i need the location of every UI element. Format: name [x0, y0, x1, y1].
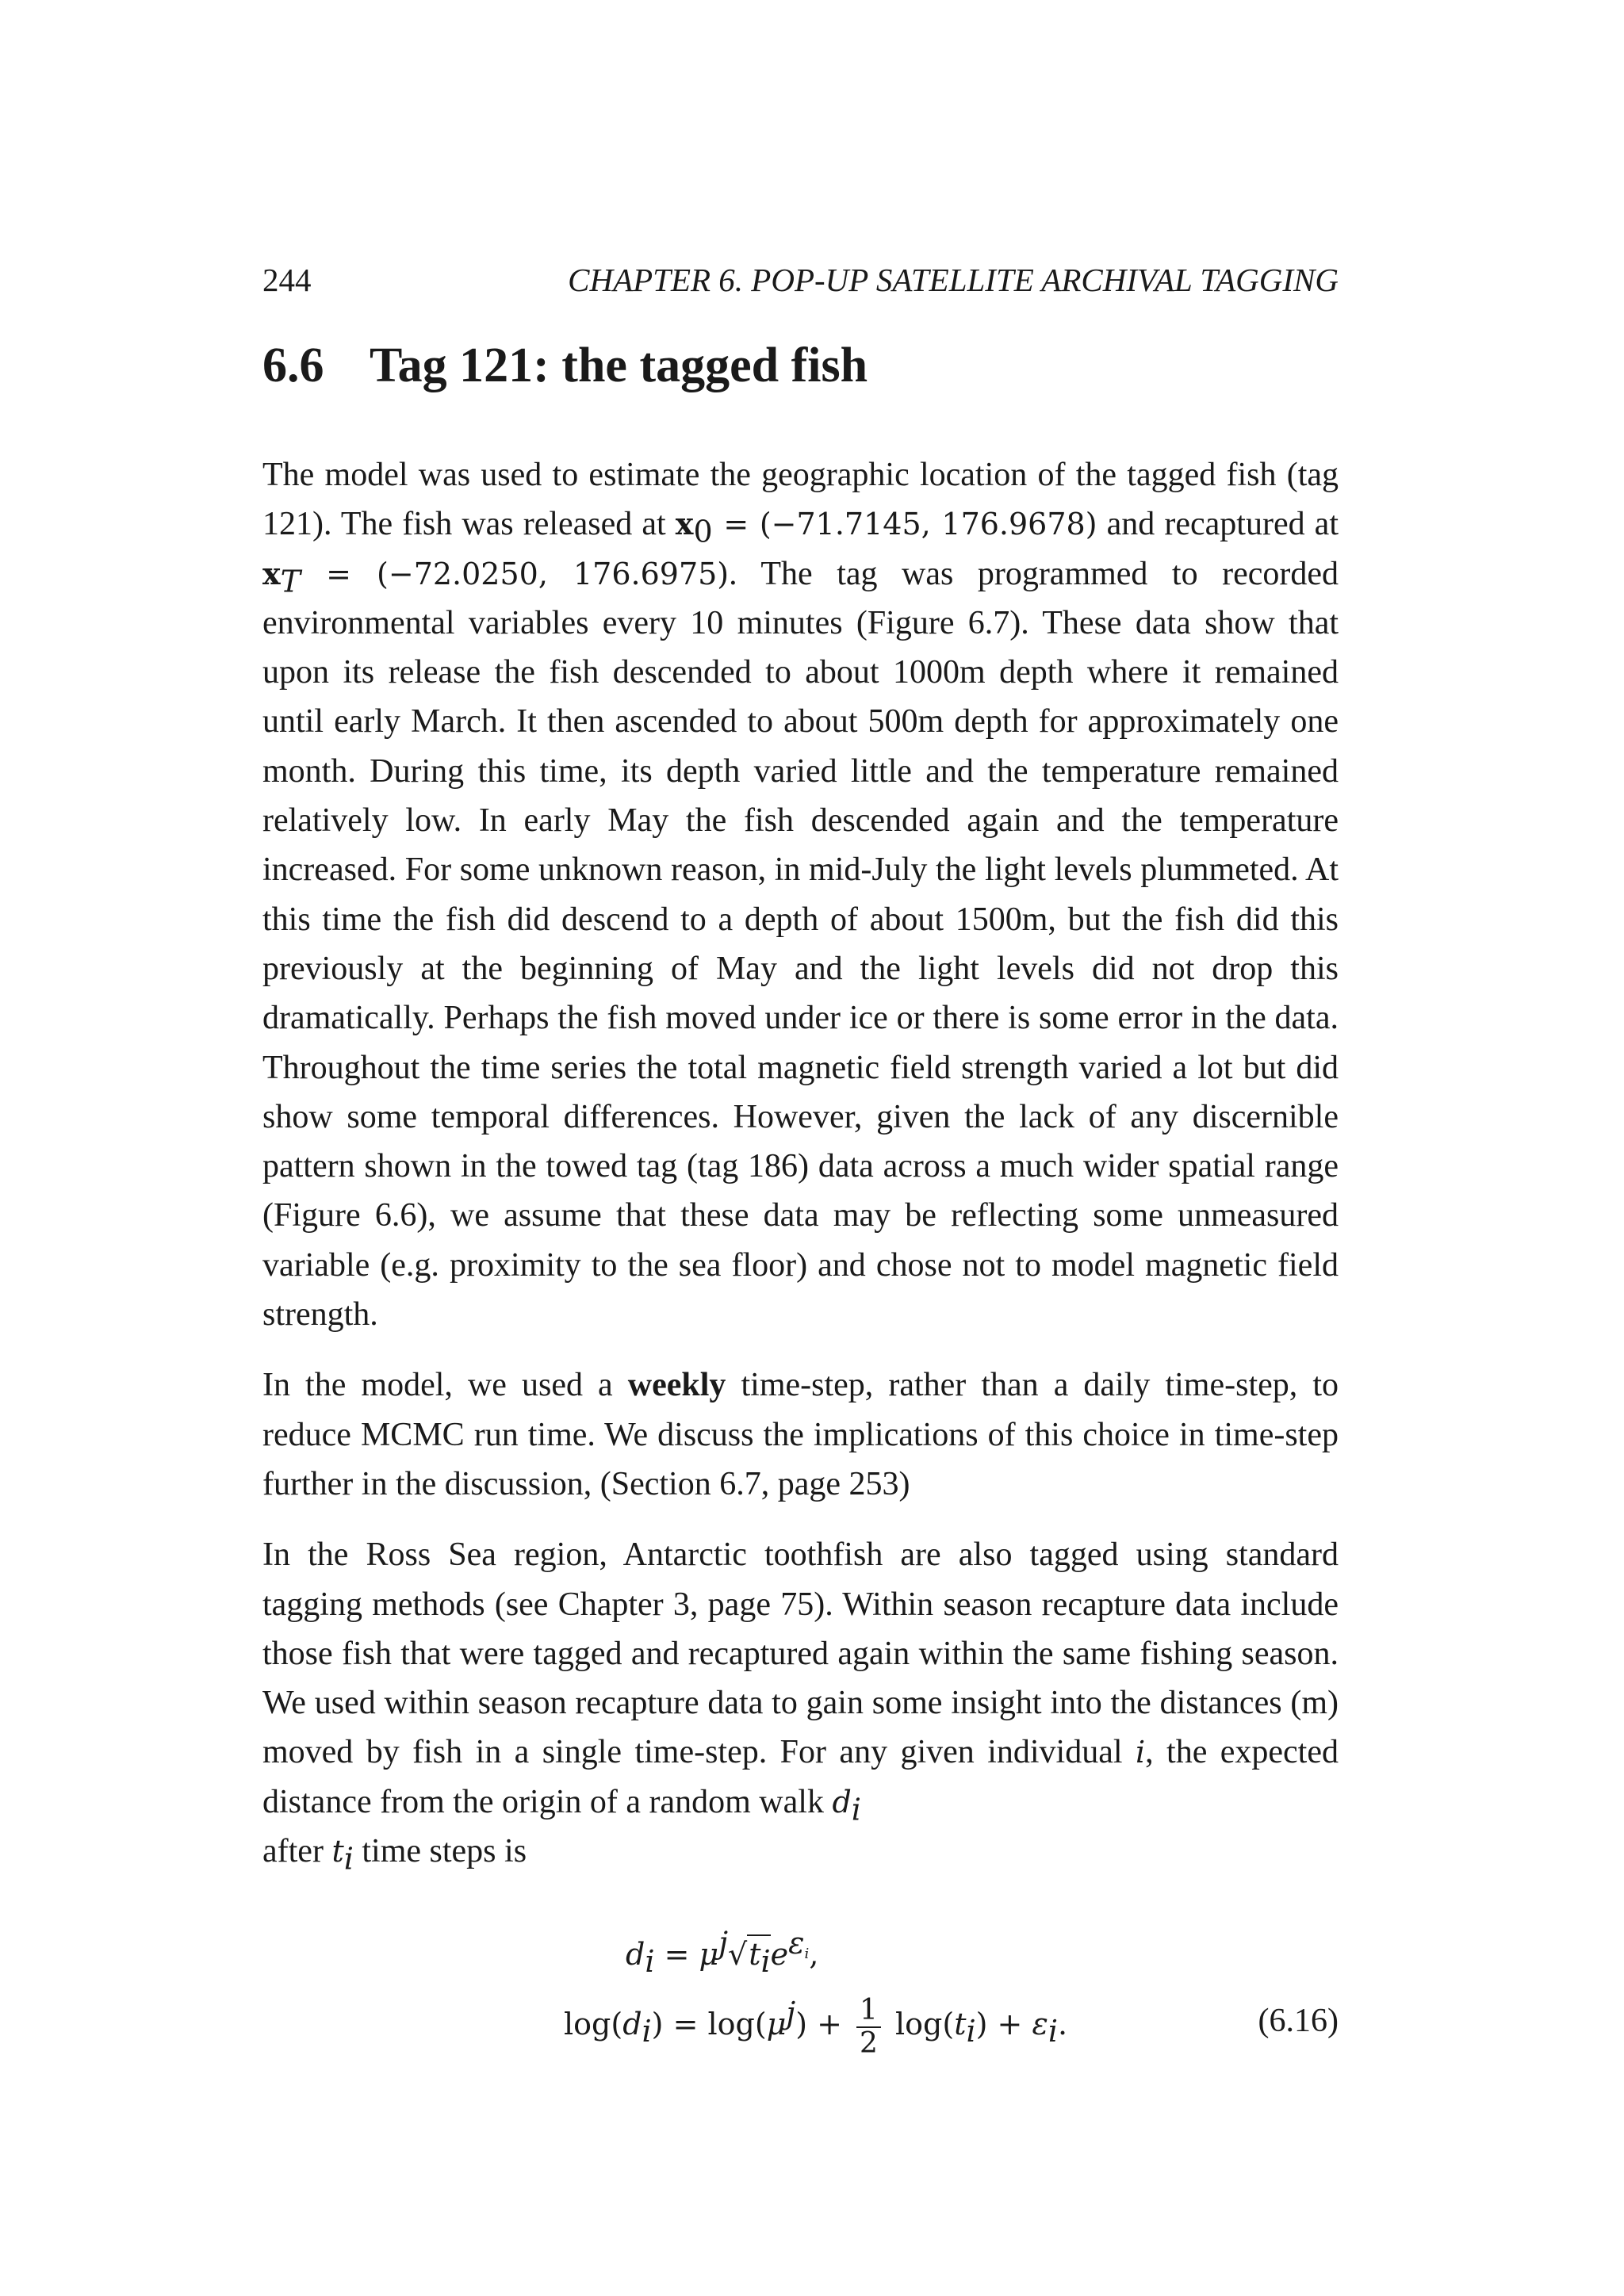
- paragraph-3: [262, 1530, 1339, 1876]
- math-text: ) +: [975, 2007, 1032, 2042]
- page-number: 244: [262, 262, 312, 298]
- math-subscript: i: [804, 1945, 810, 1962]
- text-run: after: [262, 1833, 332, 1870]
- equation-number: (6.16): [1258, 2003, 1339, 2039]
- comma: ,: [809, 1937, 819, 1972]
- equation-line-1: [626, 1925, 819, 1980]
- period: .: [1058, 2007, 1068, 2042]
- math-text: ) +: [795, 2007, 852, 2042]
- fraction-numerator: 1: [856, 1995, 881, 2028]
- text-run: . The tag was programmed to recorded environmental variables every 10 minutes (Figure 6.7). These data show that upon its release the fish descended to about 1000m depth where it remained until early March. It then ascended to about 500m depth for approximately one month. During this time, its depth varied little and the temperature remained relatively low. In early May the fish descended again and the temperature increased. For some unknown reason, in mid-July the light levels plummeted. At this time the fish did descend to a depth of about 1500m, but the fish did this previously at the beginning of May and the light levels did not drop this dramatically. Perhaps the fish moved under ice or there is some error in the data. Throughout the time series the total magnetic field strength varied a lot but did show some temporal differences. However, given the lack of any discernible pattern shown in the towed tag (tag 186) data across a much wider spatial range (Figure 6.6), we assume that these data may be reflecting some unmeasured variable (e.g. proximity to the sea floor) and chose not to model magnetic field strength.: [262, 555, 1339, 1334]
- paragraph-1: [262, 450, 1339, 1339]
- bold-term: weekly: [627, 1367, 726, 1404]
- text-run: In the model, we used a: [262, 1367, 628, 1404]
- section-number: 6.6: [262, 339, 324, 392]
- math-d: d: [832, 1784, 852, 1820]
- math-i: i: [1135, 1735, 1146, 1770]
- sqrt-symbol: √: [727, 1937, 748, 1972]
- section-heading: [262, 335, 1339, 396]
- math-mu: μ: [699, 1937, 719, 1972]
- math-e: e: [770, 1937, 789, 1972]
- math-subscript: i: [645, 1944, 655, 1979]
- math-subscript: i: [642, 2014, 652, 2049]
- math-d: d: [626, 1937, 645, 1972]
- math-t: t: [331, 1834, 344, 1869]
- math-xT: x: [262, 555, 281, 591]
- text-run: time steps is: [353, 1833, 527, 1870]
- equals-sign: =: [654, 1937, 699, 1972]
- equation-block: [262, 1925, 1339, 2087]
- math-log: log(: [564, 2007, 623, 2042]
- section-title: Tag 121: the tagged fish: [370, 339, 868, 392]
- math-subscript: i: [1048, 2014, 1059, 2049]
- math-superscript: j: [718, 1925, 728, 1961]
- fraction-denominator: 2: [860, 2027, 878, 2060]
- recapture-coordinates: = (−72.0250, 176.6975): [301, 556, 730, 591]
- equation-line-2: [564, 1995, 1067, 2060]
- body-text: [262, 450, 1339, 1897]
- math-subscript: i: [760, 1944, 771, 1979]
- running-header: [262, 260, 1339, 300]
- math-mu: μ: [766, 2007, 787, 2042]
- release-coordinates: = (−71.7145, 176.9678): [712, 507, 1097, 542]
- text-run: and recaptured at: [1097, 506, 1339, 543]
- paragraph-2: [262, 1360, 1339, 1509]
- math-epsilon: ε: [788, 1925, 805, 1961]
- math-superscript: j: [786, 1995, 796, 2030]
- math-epsilon: ε: [1032, 2007, 1048, 2042]
- math-d: d: [622, 2007, 642, 2042]
- fraction-one-half: [856, 1995, 881, 2060]
- math-subscript: T: [280, 563, 301, 599]
- math-subscript: i: [851, 1792, 861, 1827]
- text-run: , the expected distance from the origin of a random walk: [262, 1734, 1339, 1820]
- math-subscript: i: [966, 2014, 976, 2049]
- math-subscript: 0: [693, 514, 713, 549]
- math-t: t: [954, 2007, 967, 2042]
- text-run: time-step, rather than a daily time-step, to reduce MCMC run time. We discuss the implications of this choice in time-step further in the discussion, (Section 6.7, page 253): [262, 1367, 1339, 1502]
- text-run: In the Ross Sea region, Antarctic toothfish are also tagged using standard tagging methods (see Chapter 3, page 75). Within season recapture data include those fish that were tagged and recaptured again within the same fishing season. We used within season recapture data to gain some insight into the distances (m) moved by fish in a single time-step. For any given individual: [262, 1536, 1339, 1771]
- chapter-title: CHAPTER 6. POP-UP SATELLITE ARCHIVAL TAGGING: [568, 262, 1339, 298]
- text-run: The model was used to estimate the geographic location of the tagged fish (tag 121). The fish was released at: [262, 457, 1339, 543]
- math-t: t: [749, 1937, 761, 1972]
- math-text: ) = log(: [651, 2007, 767, 2042]
- sqrt-radicand: [747, 1934, 771, 1979]
- math-subscript: i: [343, 1841, 354, 1877]
- math-x0: x: [675, 506, 694, 542]
- math-log: log(: [885, 2007, 955, 2042]
